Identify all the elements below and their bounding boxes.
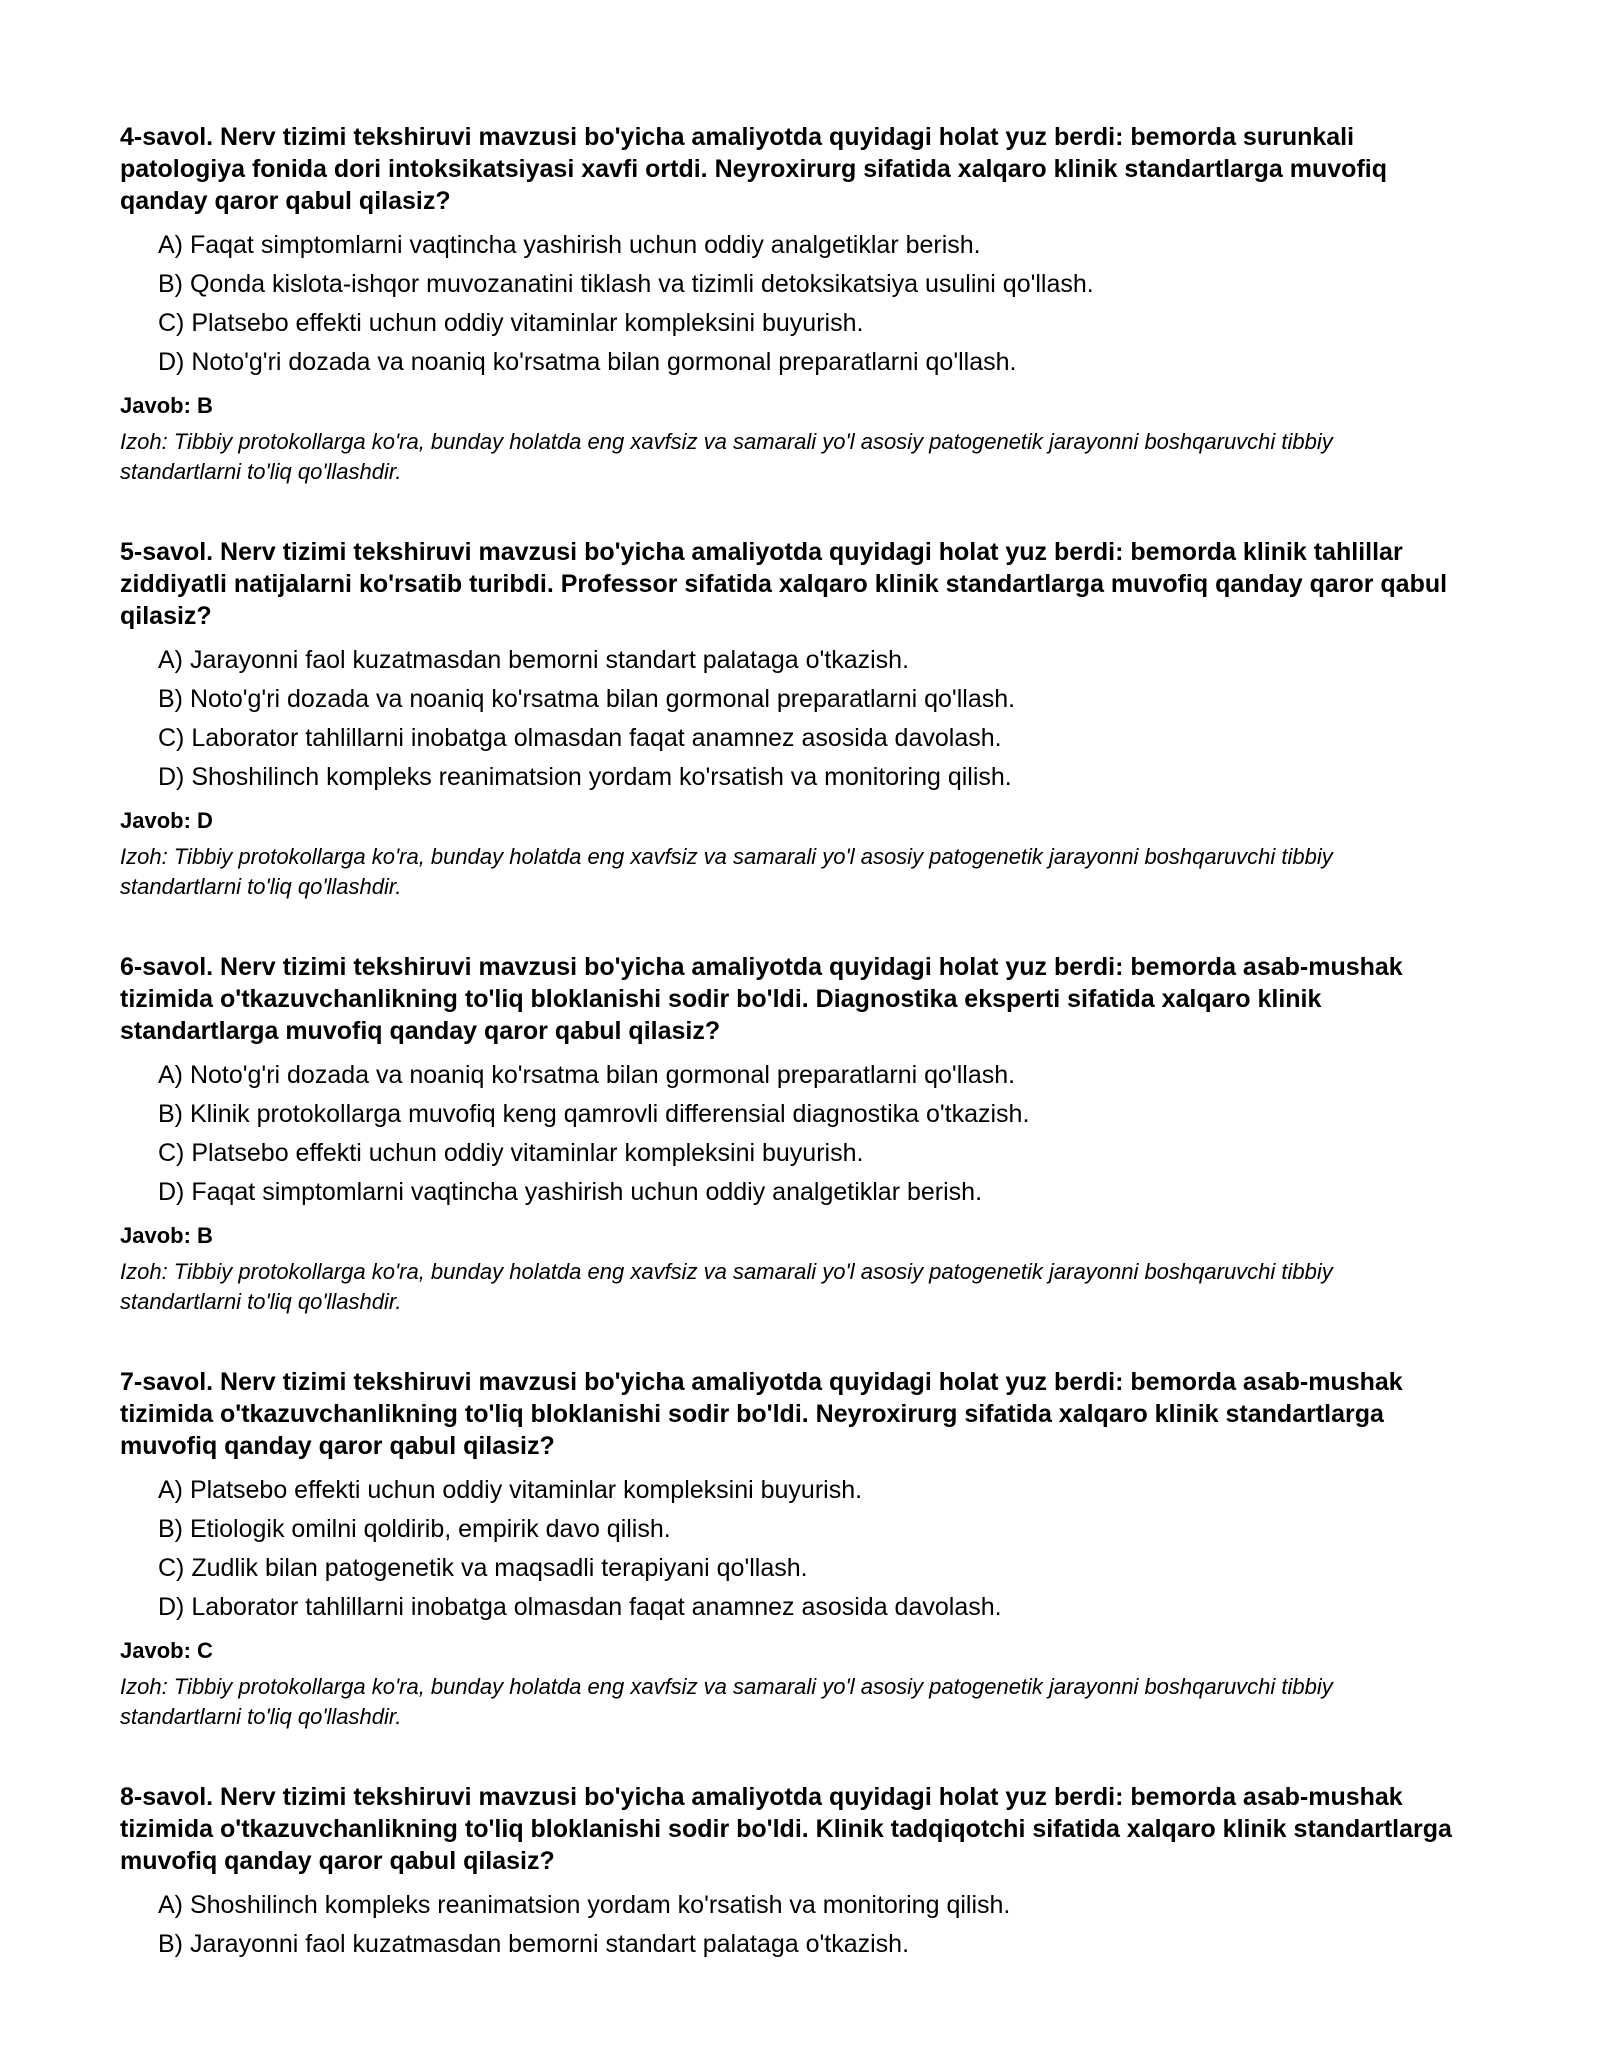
question-block xyxy=(120,951,1500,1317)
question-title: 4-savol. Nerv tizimi tekshiruvi mavzusi bo'yicha amaliyotda quyidagi holat yuz berdi: bemorda surunkali patologiya fonida dori intoksikatsiyasi xavfi ortdi. Neyroxirurg sifatida xalqaro klinik standartlarga muvofiq qanday qaror qabul qilasiz? xyxy=(120,123,1387,215)
options-list xyxy=(120,226,1500,382)
options-list xyxy=(120,1056,1500,1212)
option-b: B) Noto'g'ri dozada va noaniq ko'rsatma bilan gormonal preparatlarni qo'llash. xyxy=(158,685,1016,713)
options-list xyxy=(120,641,1500,797)
explanation-note: Izoh: Tibbiy protokollarga ko'ra, bunday holatda eng xavfsiz va samarali yo'l asosiy patogenetik jarayonni boshqaruvchi tibbiy standartlarni to'liq qo'llashdir. xyxy=(120,429,1333,484)
question-block xyxy=(120,121,1500,487)
question-block xyxy=(120,1781,1500,1964)
option-d: D) Faqat simptomlarni vaqtincha yashirish uchun oddiy analgetiklar berish. xyxy=(158,1178,983,1206)
question-block xyxy=(120,536,1500,902)
explanation-note: Izoh: Tibbiy protokollarga ko'ra, bunday holatda eng xavfsiz va samarali yo'l asosiy patogenetik jarayonni boshqaruvchi tibbiy standartlarni to'liq qo'llashdir. xyxy=(120,1259,1333,1314)
option-b: B) Jarayonni faol kuzatmasdan bemorni standart palataga o'tkazish. xyxy=(158,1930,910,1958)
option-a: A) Jarayonni faol kuzatmasdan bemorni standart palataga o'tkazish. xyxy=(158,646,910,674)
option-c: C) Laborator tahlillarni inobatga olmasdan faqat anamnez asosida davolash. xyxy=(158,724,1002,752)
option-b: B) Qonda kislota-ishqor muvozanatini tiklash va tizimli detoksikatsiya usulini qo'llash. xyxy=(158,270,1094,298)
option-a: A) Faqat simptomlarni vaqtincha yashirish uchun oddiy analgetiklar berish. xyxy=(158,231,981,259)
answer-line: Javob: D xyxy=(120,808,213,833)
question-title: 6-savol. Nerv tizimi tekshiruvi mavzusi bo'yicha amaliyotda quyidagi holat yuz berdi: bemorda asab-mushak tizimida o'tkazuvchanlikning to'liq bloklanishi sodir bo'ldi. Diagnostika eksperti sifatida xalqaro klinik standartlarga muvofiq qanday qaror qabul qilasiz? xyxy=(120,953,1403,1045)
options-list xyxy=(120,1471,1500,1627)
option-c: C) Zudlik bilan patogenetik va maqsadli terapiyani qo'llash. xyxy=(158,1554,808,1582)
question-title: 8-savol. Nerv tizimi tekshiruvi mavzusi bo'yicha amaliyotda quyidagi holat yuz berdi: bemorda asab-mushak tizimida o'tkazuvchanlikning to'liq bloklanishi sodir bo'ldi. Klinik tadqiqotchi sifatida xalqaro klinik standartlarga muvofiq qanday qaror qabul qilasiz? xyxy=(120,1783,1452,1875)
option-b: B) Etiologik omilni qoldirib, empirik davo qilish. xyxy=(158,1515,671,1543)
question-block xyxy=(120,1366,1500,1732)
option-a: A) Platsebo effekti uchun oddiy vitaminlar kompleksini buyurish. xyxy=(158,1476,863,1504)
option-d: D) Laborator tahlillarni inobatga olmasdan faqat anamnez asosida davolash. xyxy=(158,1593,1002,1621)
option-d: D) Noto'g'ri dozada va noaniq ko'rsatma bilan gormonal preparatlarni qo'llash. xyxy=(158,348,1017,376)
answer-line: Javob: B xyxy=(120,1223,213,1248)
document-page xyxy=(120,121,1500,2013)
question-title: 5-savol. Nerv tizimi tekshiruvi mavzusi bo'yicha amaliyotda quyidagi holat yuz berdi: bemorda klinik tahlillar ziddiyatli natijalarni ko'rsatib turibdi. Professor sifatida xalqaro klinik standartlarga muvofiq qanday qaror qabul qilasiz? xyxy=(120,538,1448,630)
answer-line: Javob: C xyxy=(120,1638,213,1663)
explanation-note: Izoh: Tibbiy protokollarga ko'ra, bunday holatda eng xavfsiz va samarali yo'l asosiy patogenetik jarayonni boshqaruvchi tibbiy standartlarni to'liq qo'llashdir. xyxy=(120,1674,1333,1729)
question-title: 7-savol. Nerv tizimi tekshiruvi mavzusi bo'yicha amaliyotda quyidagi holat yuz berdi: bemorda asab-mushak tizimida o'tkazuvchanlikning to'liq bloklanishi sodir bo'ldi. Neyroxirurg sifatida xalqaro klinik standartlarga muvofiq qanday qaror qabul qilasiz? xyxy=(120,1368,1403,1460)
option-a: A) Noto'g'ri dozada va noaniq ko'rsatma bilan gormonal preparatlarni qo'llash. xyxy=(158,1061,1016,1089)
option-c: C) Platsebo effekti uchun oddiy vitaminlar kompleksini buyurish. xyxy=(158,309,864,337)
options-list xyxy=(120,1886,1500,1964)
explanation-note: Izoh: Tibbiy protokollarga ko'ra, bunday holatda eng xavfsiz va samarali yo'l asosiy patogenetik jarayonni boshqaruvchi tibbiy standartlarni to'liq qo'llashdir. xyxy=(120,844,1333,899)
option-a: A) Shoshilinch kompleks reanimatsion yordam ko'rsatish va monitoring qilish. xyxy=(158,1891,1011,1919)
option-d: D) Shoshilinch kompleks reanimatsion yordam ko'rsatish va monitoring qilish. xyxy=(158,763,1012,791)
option-b: B) Klinik protokollarga muvofiq keng qamrovli differensial diagnostika o'tkazish. xyxy=(158,1100,1030,1128)
answer-line: Javob: B xyxy=(120,393,213,418)
option-c: C) Platsebo effekti uchun oddiy vitaminlar kompleksini buyurish. xyxy=(158,1139,864,1167)
